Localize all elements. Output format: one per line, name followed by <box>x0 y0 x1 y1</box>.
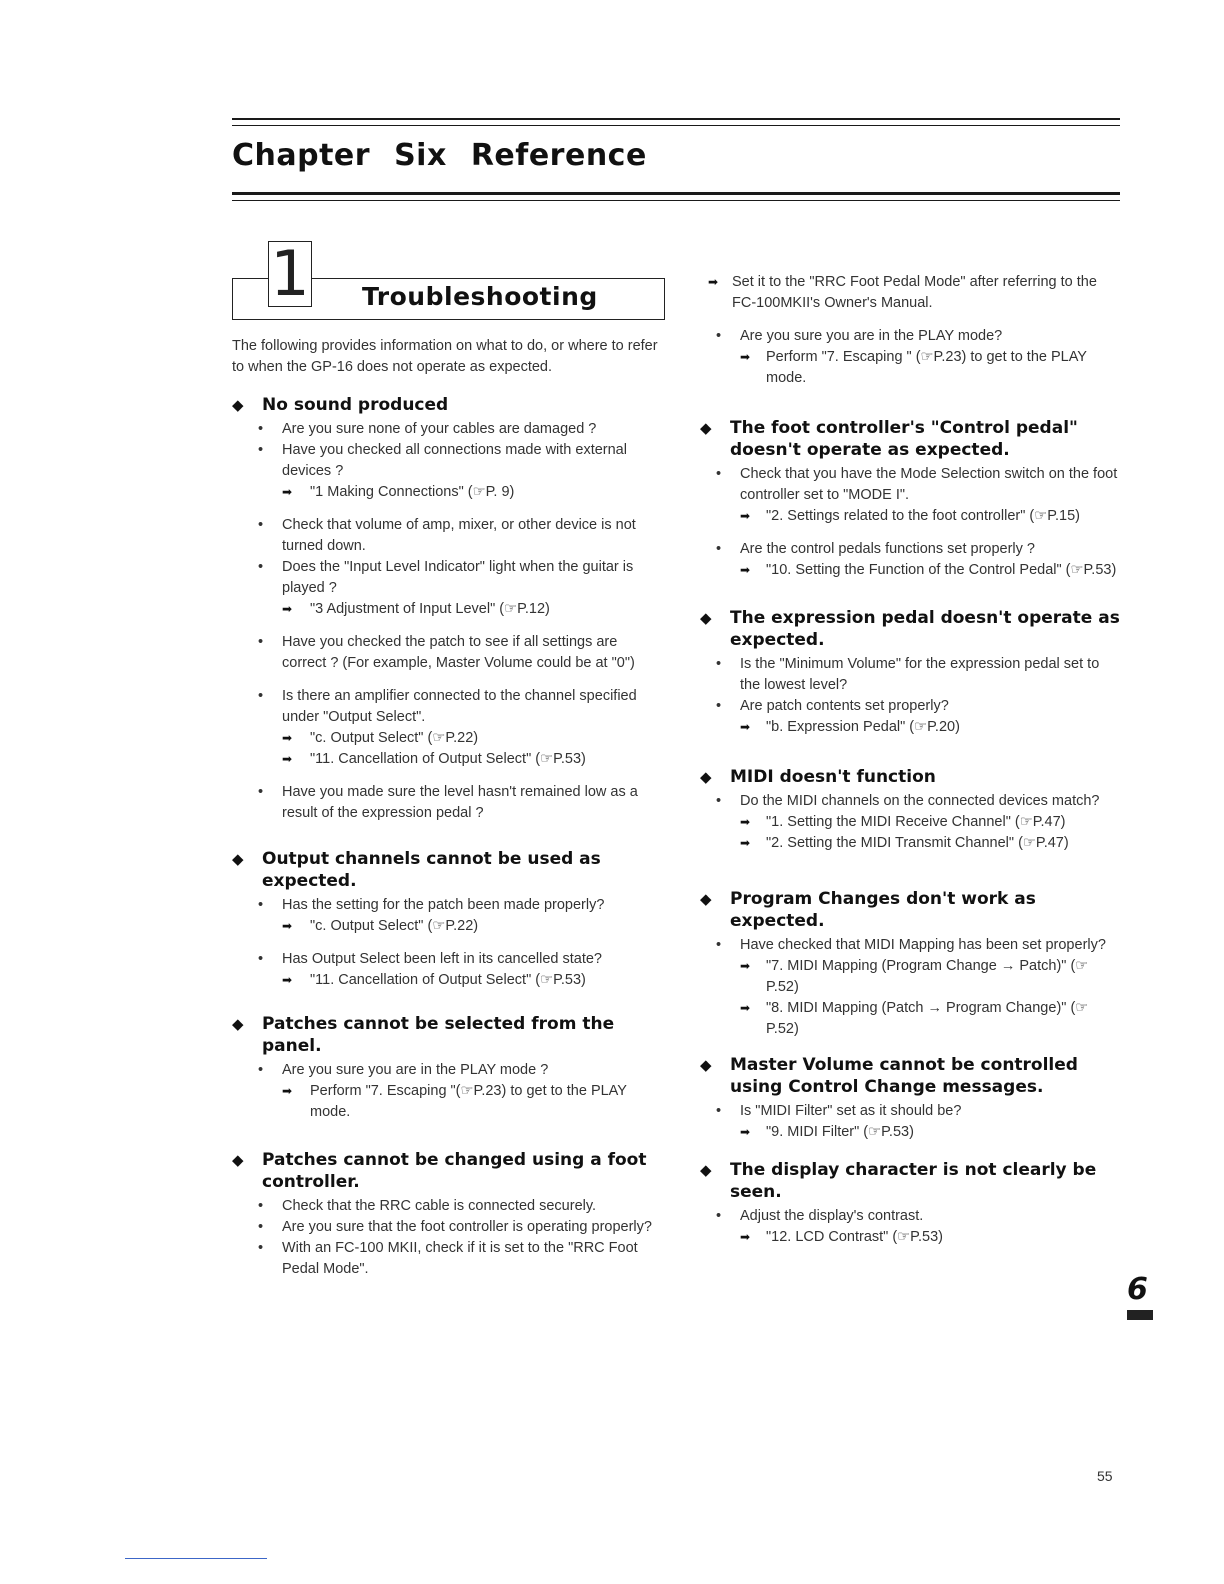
topic-program-changes <box>700 888 1120 1040</box>
page-reference: ➡ "2. Setting the MIDI Transmit Channel" (☞P.47) <box>700 833 1120 854</box>
dot-bullet-icon: • <box>716 793 722 809</box>
page-reference: ➡ "1. Setting the MIDI Receive Channel" (☞P.47) <box>700 812 1120 833</box>
diamond-bullet-icon: ◆ <box>700 1161 712 1179</box>
check-item: • Are you sure you are in the PLAY mode? <box>700 326 1120 347</box>
dot-bullet-icon: • <box>716 328 722 344</box>
dot-bullet-icon: • <box>258 951 264 967</box>
dot-bullet-icon: • <box>258 442 264 458</box>
top-rule-thin <box>232 125 1120 126</box>
page-reference: ➡ "1 Making Connections" (☞P. 9) <box>232 482 662 503</box>
topic-midi <box>700 766 1120 854</box>
arrow-reference-icon: ➡ <box>740 815 751 829</box>
check-item: • Does the "Input Level Indicator" light when the guitar is played ? <box>258 559 634 596</box>
dot-bullet-icon: • <box>716 541 722 557</box>
intro-text: The following provides information on what to do, or where to refer to when the GP-16 does not operate as expected. <box>232 338 658 375</box>
check-item: • Has the setting for the patch been made properly? <box>232 895 662 916</box>
check-item: • Is the "Minimum Volume" for the expression pedal set to the lowest level? <box>716 656 1100 693</box>
check-item: • Are you sure none of your cables are damaged ? <box>232 419 662 440</box>
topic-output-channels <box>232 848 662 991</box>
top-rule <box>232 118 1120 120</box>
arrow-reference-icon: ➡ <box>740 350 751 364</box>
diamond-bullet-icon: ◆ <box>700 768 712 786</box>
arrow-reference-icon: ➡ <box>282 752 293 766</box>
page-reference: ➡ "11. Cancellation of Output Select" (☞P.53) <box>232 970 662 991</box>
dot-bullet-icon: • <box>258 1219 264 1235</box>
topic-heading: ◆ Output channels cannot be used as expected. <box>232 849 601 891</box>
topic-patches-foot-controller-continued <box>700 272 1120 389</box>
dot-bullet-icon: • <box>258 897 264 913</box>
dot-bullet-icon: • <box>716 1208 722 1224</box>
check-item: • Check that the RRC cable is connected securely. <box>232 1196 662 1217</box>
topic-heading: ◆ No sound produced <box>232 395 449 415</box>
arrow-reference-icon: ➡ <box>740 1125 751 1139</box>
dot-bullet-icon: • <box>258 784 264 800</box>
dot-bullet-icon: • <box>716 1103 722 1119</box>
page-reference: ➡ "9. MIDI Filter" (☞P.53) <box>700 1122 1120 1143</box>
arrow-reference-icon: ➡ <box>740 836 751 850</box>
page-reference: ➡ "3 Adjustment of Input Level" (☞P.12) <box>232 599 662 620</box>
arrow-reference-icon: ➡ <box>282 1084 293 1098</box>
chapter-title <box>232 138 647 173</box>
arrow-reference-icon: ➡ <box>740 563 751 577</box>
bottom-edge-mark <box>125 1558 267 1559</box>
dot-bullet-icon: • <box>716 698 722 714</box>
arrow-reference-icon: ➡ <box>282 602 293 616</box>
page-reference: ➡ "7. MIDI Mapping (Program Change → Patch)" (☞P.52) <box>740 958 1089 995</box>
topic-heading: ◆ The expression pedal doesn't operate as expected. <box>700 608 1120 650</box>
topic-display-character <box>700 1159 1120 1248</box>
dot-bullet-icon: • <box>716 656 722 672</box>
dot-bullet-icon: • <box>258 559 264 575</box>
arrow-reference-icon: ➡ <box>282 919 293 933</box>
check-item: • Are you sure that the foot controller is operating properly? <box>232 1217 662 1238</box>
check-item: • Have you checked all connections made with external devices ? <box>258 442 627 479</box>
diamond-bullet-icon: ◆ <box>700 1056 712 1074</box>
page-reference: ➡ Set it to the "RRC Foot Pedal Mode" after referring to the FC-100MKII's Owner's Manual. <box>708 274 1097 311</box>
topic-control-pedal <box>700 417 1120 581</box>
diamond-bullet-icon: ◆ <box>700 609 712 627</box>
topic-heading: ◆ Patches cannot be selected from the panel. <box>232 1014 615 1056</box>
check-item: • Have you made sure the level hasn't remained low as a result of the expression pedal ? <box>258 784 638 821</box>
check-item: • Check that you have the Mode Selection switch on the foot controller set to "MODE I". <box>716 466 1118 503</box>
chapter-title-word: Chapter <box>232 138 371 173</box>
topic-no-sound <box>232 394 662 824</box>
arrow-reference-icon: ➡ <box>740 509 751 523</box>
diamond-bullet-icon: ◆ <box>232 850 244 868</box>
topic-expression-pedal <box>700 607 1120 738</box>
check-item: • Check that volume of amp, mixer, or other device is not turned down. <box>258 517 636 554</box>
topic-patches-panel <box>232 1013 662 1123</box>
check-item: • Have you checked the patch to see if all settings are correct ? (For example, Master Volume could be at "0") <box>258 634 635 671</box>
diamond-bullet-icon: ◆ <box>700 890 712 908</box>
arrow-reference-icon: ➡ <box>282 485 293 499</box>
dot-bullet-icon: • <box>258 1198 264 1214</box>
check-item: • Are patch contents set properly? <box>700 696 1120 717</box>
arrow-reference-icon: ➡ <box>282 973 293 987</box>
topic-heading: ◆ Patches cannot be changed using a foot controller. <box>232 1150 647 1192</box>
check-item: • Have checked that MIDI Mapping has been set properly? <box>700 935 1120 956</box>
dot-bullet-icon: • <box>258 517 264 533</box>
diamond-bullet-icon: ◆ <box>700 419 712 437</box>
topic-heading: ◆ The foot controller's "Control pedal" doesn't operate as expected. <box>700 418 1078 460</box>
dot-bullet-icon: • <box>258 421 264 437</box>
dot-bullet-icon: • <box>258 1062 264 1078</box>
topic-heading: ◆ MIDI doesn't function <box>700 767 936 787</box>
dot-bullet-icon: • <box>716 466 722 482</box>
dot-bullet-icon: • <box>258 688 264 704</box>
page-reference: ➡ "c. Output Select" (☞P.22) <box>232 916 662 937</box>
topic-patches-foot-controller <box>232 1149 662 1280</box>
right-column <box>700 272 1120 1248</box>
check-item: • Has Output Select been left in its cancelled state? <box>232 949 662 970</box>
diamond-bullet-icon: ◆ <box>232 1015 244 1033</box>
page-reference: ➡ "11. Cancellation of Output Select" (☞P.53) <box>232 749 662 770</box>
chapter-side-tab: 6 <box>1127 1272 1148 1307</box>
topic-heading: ◆ Program Changes don't work as expected. <box>700 889 1036 931</box>
dot-bullet-icon: • <box>716 937 722 953</box>
check-item: • Is "MIDI Filter" set as it should be? <box>700 1101 1120 1122</box>
check-item: • Adjust the display's contrast. <box>700 1206 1120 1227</box>
page-reference: ➡ Perform "7. Escaping "(☞P.23) to get to the PLAY mode. <box>282 1083 627 1120</box>
chapter-side-tab-bar <box>1127 1310 1153 1320</box>
title-rule <box>232 192 1120 195</box>
check-item: • Are you sure you are in the PLAY mode ? <box>232 1060 662 1081</box>
chapter-title-word: Six <box>394 138 447 173</box>
diamond-bullet-icon: ◆ <box>232 396 244 414</box>
page-reference: ➡ Perform "7. Escaping " (☞P.23) to get to the PLAY mode. <box>740 349 1087 386</box>
page-reference: ➡ "8. MIDI Mapping (Patch → Program Change)" (☞P.52) <box>740 1000 1089 1037</box>
arrow-reference-icon: ➡ <box>740 1001 751 1015</box>
topic-heading: ◆ Master Volume cannot be controlled using Control Change messages. <box>700 1055 1078 1097</box>
page-reference: ➡ "12. LCD Contrast" (☞P.53) <box>700 1227 1120 1248</box>
section-title: Troubleshooting <box>362 282 598 311</box>
chapter-title-word: Reference <box>470 138 647 173</box>
arrow-reference-icon: ➡ <box>282 731 293 745</box>
page-reference: ➡ "b. Expression Pedal" (☞P.20) <box>700 717 1120 738</box>
arrow-reference-icon: ➡ <box>740 1230 751 1244</box>
check-item: • With an FC-100 MKII, check if it is set to the "RRC Foot Pedal Mode". <box>258 1240 638 1277</box>
diamond-bullet-icon: ◆ <box>232 1151 244 1169</box>
dot-bullet-icon: • <box>258 1240 264 1256</box>
arrow-reference-icon: ➡ <box>740 959 751 973</box>
arrow-reference-icon: ➡ <box>740 720 751 734</box>
arrow-reference-icon: ➡ <box>708 275 719 289</box>
left-column <box>232 336 662 1280</box>
check-item: • Is there an amplifier connected to the channel specified under "Output Select". <box>258 688 637 725</box>
page-reference: ➡ "2. Settings related to the foot controller" (☞P.15) <box>700 506 1120 527</box>
check-item: • Are the control pedals functions set properly ? <box>700 539 1120 560</box>
page-reference: ➡ "10. Setting the Function of the Control Pedal" (☞P.53) <box>700 560 1120 581</box>
page-number: 55 <box>1097 1468 1113 1484</box>
check-item: • Do the MIDI channels on the connected devices match? <box>700 791 1120 812</box>
topic-master-volume <box>700 1054 1120 1143</box>
topic-heading: ◆ The display character is not clearly be seen. <box>700 1160 1097 1202</box>
title-rule-thin <box>232 200 1120 201</box>
page-reference: ➡ "c. Output Select" (☞P.22) <box>232 728 662 749</box>
dot-bullet-icon: • <box>258 634 264 650</box>
section-number: 1 <box>268 241 312 307</box>
